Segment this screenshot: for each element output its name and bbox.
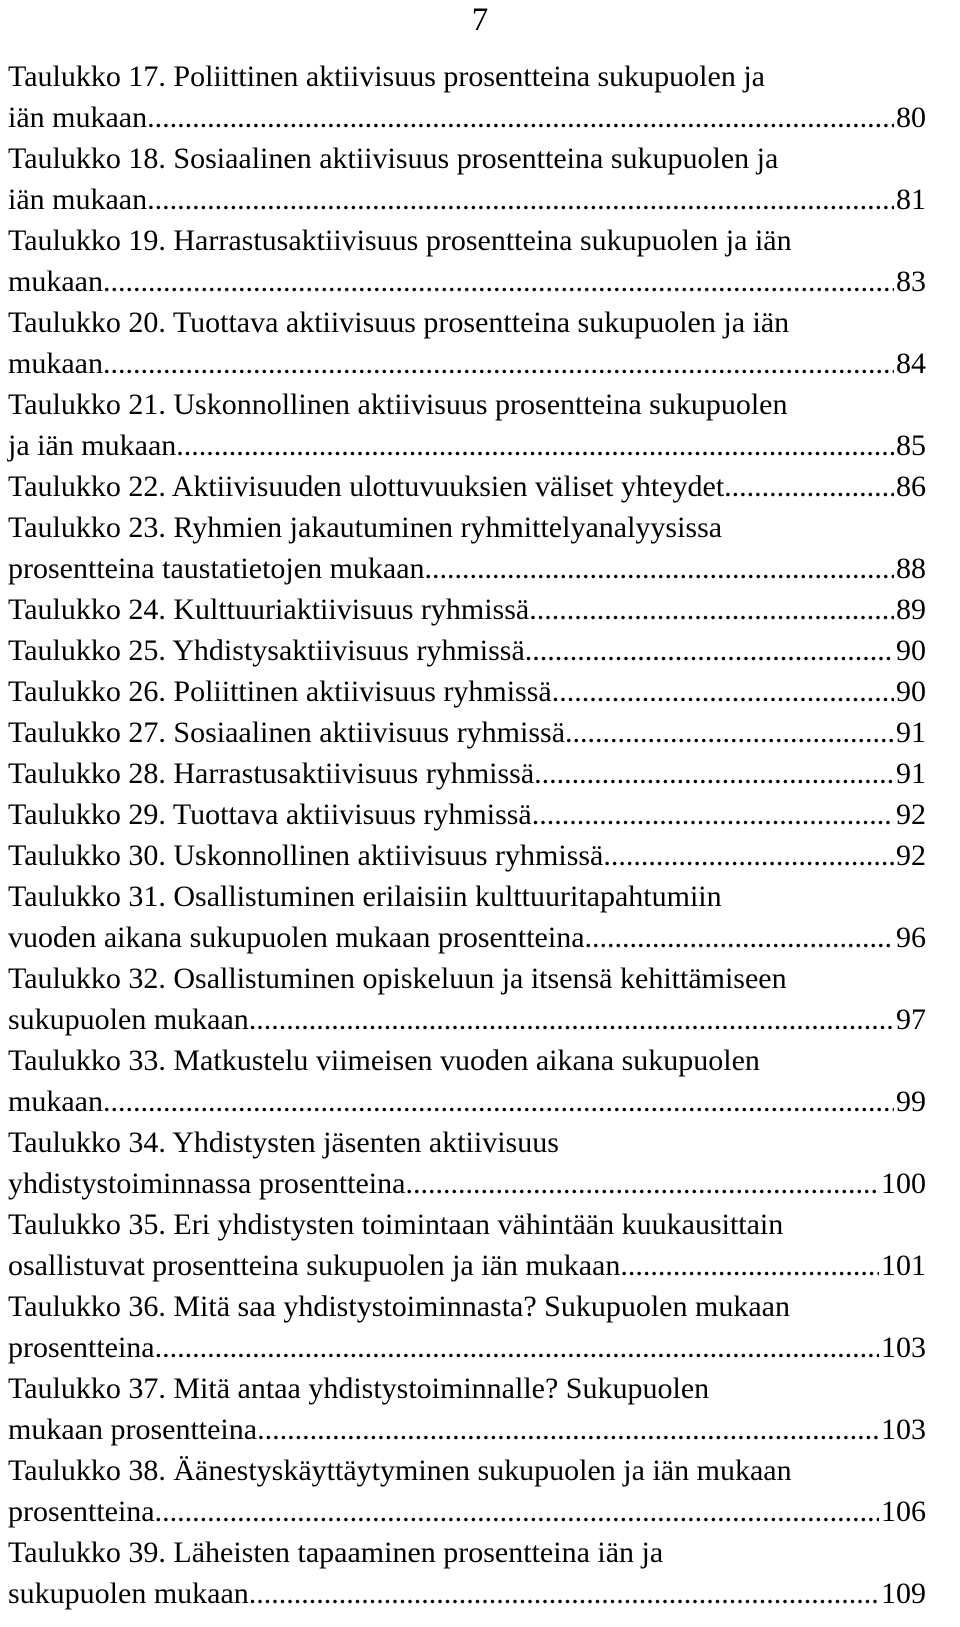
toc-entry-title-line: Taulukko 33. Matkustelu viimeisen vuoden aikana sukupuolen bbox=[8, 1044, 760, 1077]
toc-entry-page-number: 96 bbox=[896, 921, 926, 954]
toc-entry-text: prosentteina. bbox=[8, 1495, 163, 1528]
toc-entry-last-line bbox=[8, 97, 926, 138]
toc-entry[interactable] bbox=[8, 1040, 926, 1122]
toc-entry-text: Taulukko 30. Uskonnollinen aktiivisuus ryhmissä. bbox=[8, 839, 611, 872]
toc-entry[interactable] bbox=[8, 220, 926, 302]
toc-entry-page-number: 90 bbox=[896, 634, 926, 667]
toc-entry-text: mukaan. bbox=[8, 265, 111, 298]
toc-entry-title-line: Taulukko 39. Läheisten tapaaminen prosentteina iän ja bbox=[8, 1536, 664, 1569]
toc-entry-text: iän mukaan. bbox=[8, 183, 155, 216]
toc-entry-page-number: 92 bbox=[896, 839, 926, 872]
toc-entry[interactable] bbox=[8, 1122, 926, 1204]
toc-entry[interactable] bbox=[8, 1204, 926, 1286]
toc-entry-text: vuoden aikana sukupuolen mukaan prosentteina bbox=[8, 921, 585, 954]
table-of-contents bbox=[8, 56, 926, 1614]
dot-leader bbox=[413, 1163, 879, 1204]
dot-leader bbox=[265, 1409, 879, 1450]
toc-entry-last-line bbox=[8, 1327, 926, 1368]
toc-entry[interactable] bbox=[8, 507, 926, 589]
toc-entry-page-number: 92 bbox=[896, 798, 926, 831]
toc-entry[interactable] bbox=[8, 56, 926, 138]
toc-entry[interactable] bbox=[8, 794, 926, 835]
toc-entry-page-number: 100 bbox=[881, 1167, 926, 1200]
toc-entry-last-line bbox=[8, 794, 926, 835]
toc-entry-last-line bbox=[8, 712, 926, 753]
toc-entry-text: Taulukko 22. Aktiivisuuden ulottuvuuksien väliset yhteydet. bbox=[8, 470, 732, 503]
toc-entry-page-number: 101 bbox=[881, 1249, 926, 1282]
dot-leader bbox=[539, 794, 894, 835]
toc-entry[interactable] bbox=[8, 671, 926, 712]
toc-entry-page-number: 89 bbox=[896, 593, 926, 626]
dot-leader bbox=[585, 917, 894, 958]
toc-entry-last-line bbox=[8, 999, 926, 1040]
toc-entry-last-line bbox=[8, 1491, 926, 1532]
dot-leader bbox=[256, 999, 894, 1040]
toc-entry-last-line bbox=[8, 630, 926, 671]
toc-entry-text: mukaan. bbox=[8, 1085, 111, 1118]
toc-entry-text: sukupuolen mukaan. bbox=[8, 1003, 257, 1036]
dot-leader bbox=[162, 1327, 879, 1368]
toc-entry[interactable] bbox=[8, 753, 926, 794]
toc-entry-text: Taulukko 29. Tuottava aktiivisuus ryhmissä. bbox=[8, 798, 540, 831]
toc-entry[interactable] bbox=[8, 1450, 926, 1532]
page-number: 7 bbox=[471, 2, 489, 38]
toc-entry-title-line: Taulukko 36. Mitä saa yhdistystoiminnasta? Sukupuolen mukaan bbox=[8, 1290, 790, 1323]
toc-entry-page-number: 106 bbox=[881, 1495, 926, 1528]
toc-entry-last-line bbox=[8, 753, 926, 794]
toc-entry-text: Taulukko 27. Sosiaalinen aktiivisuus ryhmissä. bbox=[8, 716, 573, 749]
toc-entry-text: Taulukko 28. Harrastusaktiivisuus ryhmissä. bbox=[8, 757, 542, 790]
dot-leader bbox=[542, 753, 894, 794]
dot-leader bbox=[732, 466, 894, 507]
toc-entry[interactable] bbox=[8, 712, 926, 753]
dot-leader bbox=[256, 1573, 879, 1614]
toc-entry-last-line bbox=[8, 1081, 926, 1122]
toc-entry-title-line: Taulukko 20. Tuottava aktiivisuus prosentteina sukupuolen ja iän bbox=[8, 306, 790, 339]
dot-leader bbox=[110, 261, 894, 302]
toc-entry-title-line: Taulukko 38. Äänestyskäyttäytyminen sukupuolen ja iän mukaan bbox=[8, 1454, 792, 1487]
toc-entry-text: iän mukaan. bbox=[8, 101, 155, 134]
toc-entry-page-number: 84 bbox=[896, 347, 926, 380]
toc-entry-page-number: 97 bbox=[896, 1003, 926, 1036]
toc-entry[interactable] bbox=[8, 630, 926, 671]
dot-leader bbox=[532, 630, 894, 671]
toc-entry-last-line bbox=[8, 1163, 926, 1204]
dot-leader bbox=[110, 1081, 894, 1122]
dot-leader bbox=[573, 712, 894, 753]
toc-entry-text: osallistuvat prosentteina sukupuolen ja iän mukaan. bbox=[8, 1249, 628, 1282]
toc-entry-title-line: Taulukko 31. Osallistuminen erilaisiin kulttuuritapahtumiin bbox=[8, 880, 722, 913]
toc-entry-text: Taulukko 25. Yhdistysaktiivisuus ryhmissä. bbox=[8, 634, 533, 667]
toc-entry-last-line bbox=[8, 343, 926, 384]
toc-entry-title-line: Taulukko 18. Sosiaalinen aktiivisuus prosentteina sukupuolen ja bbox=[8, 142, 779, 175]
toc-entry-title-line: Taulukko 37. Mitä antaa yhdistystoiminnalle? Sukupuolen bbox=[8, 1372, 710, 1405]
toc-entry[interactable] bbox=[8, 138, 926, 220]
toc-entry-last-line bbox=[8, 917, 926, 958]
toc-entry-text: Taulukko 24. Kulttuuriaktiivisuus ryhmissä. bbox=[8, 593, 537, 626]
toc-entry-page-number: 109 bbox=[881, 1577, 926, 1610]
toc-entry-last-line bbox=[8, 1245, 926, 1286]
dot-leader bbox=[184, 425, 894, 466]
toc-entry-page-number: 91 bbox=[896, 757, 926, 790]
toc-entry[interactable] bbox=[8, 1532, 926, 1614]
toc-entry-last-line bbox=[8, 548, 926, 589]
dot-leader bbox=[432, 548, 894, 589]
toc-entry-page-number: 86 bbox=[896, 470, 926, 503]
toc-entry-text: mukaan prosentteina. bbox=[8, 1413, 265, 1446]
toc-entry-last-line bbox=[8, 671, 926, 712]
dot-leader bbox=[155, 97, 894, 138]
toc-entry-last-line bbox=[8, 835, 926, 876]
dot-leader bbox=[162, 1491, 879, 1532]
toc-entry-title-line: Taulukko 32. Osallistuminen opiskeluun ja itsensä kehittämiseen bbox=[8, 962, 787, 995]
toc-entry-page-number: 103 bbox=[881, 1331, 926, 1364]
toc-entry-title-line: Taulukko 23. Ryhmien jakautuminen ryhmittelyanalyysissa bbox=[8, 511, 723, 544]
dot-leader bbox=[155, 179, 894, 220]
toc-entry-title-line: Taulukko 34. Yhdistysten jäsenten aktiivisuus bbox=[8, 1126, 559, 1159]
toc-entry[interactable] bbox=[8, 589, 926, 630]
toc-entry-title-line: Taulukko 21. Uskonnollinen aktiivisuus prosentteina sukupuolen bbox=[8, 388, 788, 421]
toc-entry-text: yhdistystoiminnassa prosentteina. bbox=[8, 1167, 413, 1200]
toc-entry[interactable] bbox=[8, 1368, 926, 1450]
toc-entry[interactable] bbox=[8, 384, 926, 466]
toc-entry-text: prosentteina taustatietojen mukaan. bbox=[8, 552, 433, 585]
toc-entry[interactable] bbox=[8, 302, 926, 384]
toc-entry-page-number: 91 bbox=[896, 716, 926, 749]
toc-entry-last-line bbox=[8, 425, 926, 466]
toc-entry-last-line bbox=[8, 1573, 926, 1614]
toc-entry-last-line bbox=[8, 466, 926, 507]
toc-entry-page-number: 81 bbox=[896, 183, 926, 216]
toc-entry-title-line: Taulukko 17. Poliittinen aktiivisuus prosentteina sukupuolen ja bbox=[8, 60, 765, 93]
dot-leader bbox=[628, 1245, 879, 1286]
toc-entry[interactable] bbox=[8, 958, 926, 1040]
dot-leader bbox=[537, 589, 894, 630]
toc-entry[interactable] bbox=[8, 835, 926, 876]
toc-entry-last-line bbox=[8, 1409, 926, 1450]
toc-entry-title-line: Taulukko 19. Harrastusaktiivisuus prosentteina sukupuolen ja iän bbox=[8, 224, 792, 257]
toc-entry-text: prosentteina. bbox=[8, 1331, 163, 1364]
dot-leader bbox=[611, 835, 894, 876]
toc-entry-page-number: 80 bbox=[896, 101, 926, 134]
dot-leader bbox=[110, 343, 894, 384]
toc-entry-text: mukaan. bbox=[8, 347, 111, 380]
toc-entry-page-number: 99 bbox=[896, 1085, 926, 1118]
toc-entry[interactable] bbox=[8, 876, 926, 958]
toc-entry-title-line: Taulukko 35. Eri yhdistysten toimintaan vähintään kuukausittain bbox=[8, 1208, 784, 1241]
toc-entry-page-number: 103 bbox=[881, 1413, 926, 1446]
toc-entry-last-line bbox=[8, 589, 926, 630]
toc-entry-text: Taulukko 26. Poliittinen aktiivisuus ryhmissä. bbox=[8, 675, 560, 708]
toc-entry[interactable] bbox=[8, 466, 926, 507]
toc-entry-text: sukupuolen mukaan. bbox=[8, 1577, 257, 1610]
toc-entry-last-line bbox=[8, 261, 926, 302]
toc-entry-page-number: 88 bbox=[896, 552, 926, 585]
toc-entry-last-line bbox=[8, 179, 926, 220]
toc-entry-page-number: 85 bbox=[896, 429, 926, 462]
toc-entry[interactable] bbox=[8, 1286, 926, 1368]
toc-entry-page-number: 83 bbox=[896, 265, 926, 298]
dot-leader bbox=[559, 671, 894, 712]
toc-entry-text: ja iän mukaan. bbox=[8, 429, 184, 462]
toc-entry-page-number: 90 bbox=[896, 675, 926, 708]
